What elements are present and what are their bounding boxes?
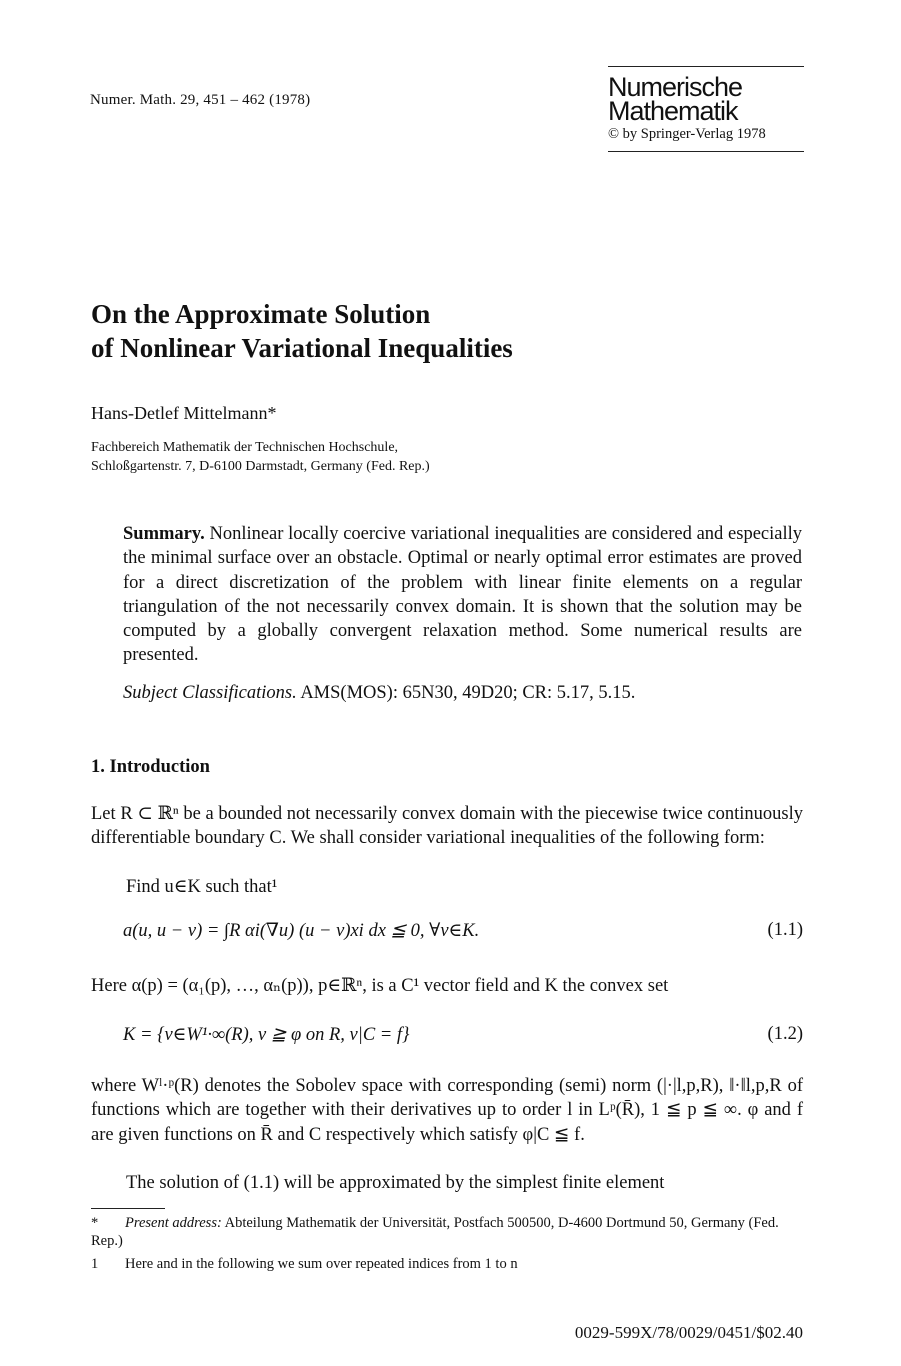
masthead-top-rule xyxy=(608,66,804,67)
journal-name-line1: Numerische xyxy=(608,72,743,102)
intro-paragraph-2: Find u∈K such that¹ xyxy=(126,877,278,897)
subject-classifications xyxy=(123,683,635,704)
title-line1: On the Approximate Solution xyxy=(91,299,431,329)
footnote-1 xyxy=(91,1214,803,1250)
masthead-bottom-rule xyxy=(608,151,804,152)
journal-name xyxy=(608,72,804,126)
summary-paragraph xyxy=(123,522,802,668)
footnote-rule xyxy=(91,1208,165,1209)
title-line2: of Nonlinear Variational Inequalities xyxy=(91,333,513,363)
intro-paragraph-3: Here α(p) = (α₁(p), …, αₙ(p)), p∈ℝⁿ, is a C¹ vector field and K the convex set xyxy=(91,976,669,996)
footnote-1-label: Present address: xyxy=(125,1215,222,1231)
footnote-1-text: Abteilung Mathematik der Universität, Postfach 500500, D-4600 Dortmund 50, Germany (Fed. Rep.) xyxy=(91,1215,779,1249)
summary-label: Summary. xyxy=(123,524,205,544)
equation-1-2-number: (1.2) xyxy=(767,1024,803,1044)
journal-masthead xyxy=(608,66,804,152)
equation-1-1: a(u, u − v) = ∫R αi(∇u) (u − v)xi dx ≦ 0, ∀v∈K. xyxy=(123,921,480,941)
author-name: Hans-Detlef Mittelmann* xyxy=(91,403,277,423)
journal-name-line2: Mathematik xyxy=(608,96,738,126)
footnote-1-mark: * xyxy=(91,1215,99,1231)
copyright-notice: © by Springer-Verlag 1978 xyxy=(608,126,766,142)
subject-label: Subject Classifications. xyxy=(123,683,297,703)
summary-text: Nonlinear locally coercive variational inequalities are considered and especially the minimal surface over an obstacle. Optimal or nearly optimal error estimates are proved for a direct discretization of the problem with linear finite elements on a regular triangulation of the not necessarily convex domain. It is shown that the solution may be computed by a globally convergent relaxation method. Some numerical results are presented. xyxy=(123,524,802,666)
article-title xyxy=(91,297,513,365)
equation-1-1-number: (1.1) xyxy=(767,920,803,940)
affiliation-line1: Fachbereich Mathematik der Technischen Hochschule, xyxy=(91,440,399,455)
footnote-2-text: Here and in the following we sum over repeated indices from 1 to n xyxy=(125,1256,518,1272)
intro-paragraph-4: where Wˡ·ᵖ(R) denotes the Sobolev space with corresponding (semi) norm (|·|l,p,R), ‖·‖l,p,R of functions which are together with their derivatives up to order l in Lᵖ(R̄), 1 ≦ p ≦ ∞. φ and f are given functions on R̄ and C respectively which satisfy φ|C ≦ f. xyxy=(91,1076,803,1145)
article-code: 0029-599X/78/0029/0451/$02.40 xyxy=(574,1323,803,1342)
equation-1-2: K = {v∈W¹·∞(R), v ≧ φ on R, v|C = f} xyxy=(123,1025,410,1045)
journal-citation: Numer. Math. 29, 451 – 462 (1978) xyxy=(90,92,311,108)
intro-paragraph-1: Let R ⊂ ℝⁿ be a bounded not necessarily convex domain with the piecewise twice continuously differentiable boundary C. We shall consider variational inequalities of the following form: xyxy=(91,804,803,849)
footnote-2-mark: 1 xyxy=(91,1256,99,1272)
intro-paragraph-5: The solution of (1.1) will be approximated by the simplest finite element xyxy=(126,1173,665,1193)
affiliation-line2: Schloßgartenstr. 7, D-6100 Darmstadt, Germany (Fed. Rep.) xyxy=(91,459,430,474)
section-heading: 1. Introduction xyxy=(91,757,210,777)
footnote-2 xyxy=(91,1255,803,1273)
author-affiliation xyxy=(91,438,430,476)
subject-text: AMS(MOS): 65N30, 49D20; CR: 5.17, 5.15. xyxy=(300,683,636,703)
